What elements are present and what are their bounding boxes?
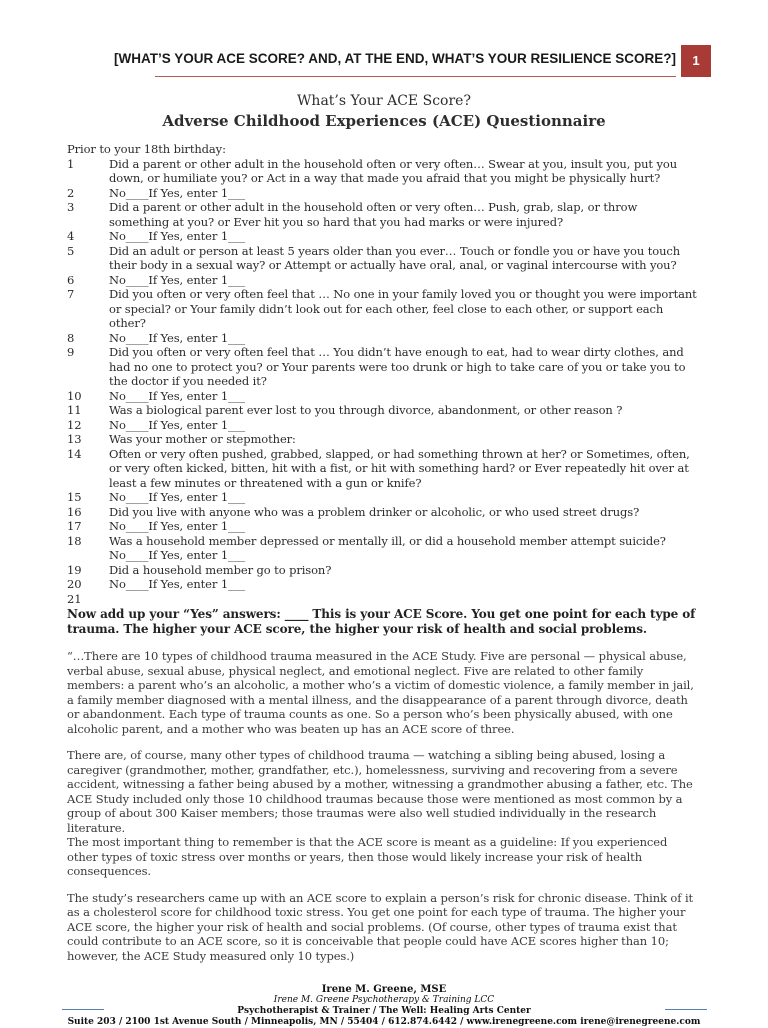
- question-number: 14: [67, 446, 82, 461]
- question-text: No____If Yes, enter 1___: [109, 330, 246, 345]
- question-line: [67, 157, 699, 186]
- question-line: [67, 389, 699, 404]
- question-text: Did you live with anyone who was a problem drinker or alcoholic, or who used street drugs?: [109, 504, 640, 519]
- footer-name: Irene M. Greene, MSE: [321, 984, 447, 995]
- question-line: [67, 563, 699, 578]
- page-header: [0, 45, 768, 77]
- question-line: [67, 490, 699, 505]
- question-line: [67, 447, 699, 491]
- question-line: [67, 273, 699, 288]
- question-line: [67, 577, 699, 592]
- question-number: 6: [67, 272, 75, 287]
- question-text: Was a household member depressed or mentally ill, or did a household member attempt suicide? No____If Yes, enter 1___: [109, 533, 748, 562]
- question-text: No____If Yes, enter 1___: [109, 388, 246, 403]
- question-text: Often or very often pushed, grabbed, slapped, or had something thrown at her? or Sometimes, often, or very often kicked, bitten, hit with a fist, or hit with something hard? or Ever repeatedly hit over at least a few minutes or threatened with a gun or knife?: [109, 446, 694, 490]
- paragraph-guideline: The most important thing to remember is that the ACE score is meant as a guideline: If you experienced other types of toxic stress over months or years, then those would likely increase your risk of health consequences.: [67, 835, 668, 878]
- question-number: 16: [67, 504, 82, 519]
- paragraph-other-trauma: There are, of course, many other types of childhood trauma — watching a sibling being abused, losing a caregiver (grandmother, mother, grandfather, etc.), homelessness, surviving and recovering from a severe accident, witnessing a father being abused by a mother, witnessing a grandmother abusing a father, etc. The ACE Study included only those 10 childhood traumas because those were mentioned as most common by a group of about 300 Kaiser members; those traumas were also well studied individually in the research literature.: [67, 748, 693, 835]
- question-line: [67, 505, 699, 520]
- question-number: 12: [67, 417, 82, 432]
- question-text: No____If Yes, enter 1___: [109, 519, 246, 533]
- question-text: No____If Yes, enter 1___: [109, 229, 246, 243]
- question-number: 8: [67, 330, 75, 345]
- document-body: [67, 142, 748, 963]
- question-number: 20: [67, 577, 82, 591]
- question-line: [67, 432, 699, 447]
- question-number: 5: [67, 243, 75, 258]
- header-divider: [155, 76, 676, 77]
- question-line: [67, 519, 699, 534]
- question-line: [67, 403, 699, 418]
- question-number: 19: [67, 562, 82, 577]
- question-text: [109, 592, 699, 607]
- page-footer: [0, 984, 768, 1028]
- document-subtitle: Adverse Childhood Experiences (ACE) Questionnaire: [162, 112, 606, 130]
- question-number: 1: [67, 156, 75, 171]
- ace-score-summary: Now add up your “Yes” answers: ____ This is your ACE Score. You get one point for each type of trauma. The higher your ACE score, the higher your risk of health and social problems.: [67, 607, 696, 636]
- question-text: Did a household member go to prison?: [109, 562, 332, 577]
- paragraph-trauma-types: “…There are 10 types of childhood trauma measured in the ACE Study. Five are personal — physical abuse, verbal abuse, sexual abuse, physical neglect, and emotional neglect. Five are related to other family members: a parent who’s an alcoholic, a mother who’s a victim of domestic violence, a family member in jail, a family member diagnosed with a mental illness, and the disappearance of a parent through divorce, death or abandonment. Each type of trauma counts as one. So a person who’s been physically abused, with one alcoholic parent, and a mother who was beaten up has an ACE score of three.: [67, 649, 694, 736]
- question-number: 4: [67, 229, 75, 243]
- document-title: What’s Your ACE Score?: [297, 93, 471, 109]
- question-text: Was your mother or stepmother:: [109, 432, 296, 446]
- question-text: No____If Yes, enter 1___: [109, 490, 246, 504]
- question-text: No____If Yes, enter 1___: [109, 577, 246, 591]
- question-number: 9: [67, 345, 75, 359]
- question-text: No____If Yes, enter 1___: [109, 272, 246, 287]
- question-text: Did you often or very often feel that … You didn’t have enough to eat, had to wear dirty clothes, and had no one to protect you? or Your parents were too drunk or high to take care of you or take you to the doctor if you needed it?: [109, 345, 689, 388]
- question-line: [67, 244, 699, 273]
- footer-role: Psychotherapist & Trainer / The Well: Healing Arts Center: [237, 1006, 531, 1016]
- question-number: 10: [67, 388, 82, 403]
- question-line: [67, 287, 699, 331]
- question-number: 3: [67, 200, 75, 214]
- question-text: Did you often or very often feel that … No one in your family loved you or thought you were important or special? or Your family didn’t look out for each other, feel close to each other, or support each other?: [109, 287, 701, 330]
- question-text: Did an adult or person at least 5 years older than you ever… Touch or fondle you or have you touch their body in a sexual way? or Attempt or actually have oral, anal, or vaginal intercourse with you?: [109, 243, 684, 272]
- question-line: [67, 418, 699, 433]
- paragraph-score-explanation: The study’s researchers came up with an ACE score to explain a person’s risk for chronic disease. Think of it as a cholesterol score for childhood toxic stress. You get one point for each type of trauma. The higher your ACE score, the higher your risk of health and social problems. (Of course, other types of trauma exist that could contribute to an ACE score, so it is conceivable that people could have ACE scores higher than 10; however, the ACE Study measured only 10 types.): [67, 890, 694, 963]
- question-number: 11: [67, 403, 82, 417]
- question-number: 13: [67, 432, 82, 446]
- question-number: 7: [67, 287, 75, 301]
- page-number-badge: 1: [681, 45, 711, 77]
- question-number: 15: [67, 490, 82, 504]
- question-number: 2: [67, 185, 75, 200]
- question-line: [67, 592, 699, 607]
- question-text: Did a parent or other adult in the household often or very often… Swear at you, insult you, put you down, or humiliate you? or Act in a way that made you afraid that you might be physically hurt?: [109, 156, 681, 185]
- intro-text: Prior to your 18th birthday:: [67, 142, 226, 156]
- footer-address: Suite 203 / 2100 1st Avenue South / Minneapolis, MN / 55404 / 612.874.6442 / www.irenegreene.com irene@irenegreene.com: [67, 1017, 701, 1027]
- question-line: [67, 345, 699, 389]
- question-text: No____If Yes, enter 1___: [109, 417, 246, 432]
- question-line: [67, 331, 699, 346]
- footer-org: Irene M. Greene Psychotherapy & Training LCC: [273, 995, 495, 1005]
- question-line: [67, 186, 699, 201]
- question-text: Was a biological parent ever lost to you through divorce, abandonment, or other reason ?: [109, 403, 623, 417]
- question-list: [67, 156, 748, 607]
- question-line: [67, 229, 699, 244]
- question-line: [67, 533, 748, 563]
- question-number: 18: [67, 533, 82, 548]
- question-number: 21: [67, 591, 82, 606]
- header-title: [WHAT’S YOUR ACE SCORE? AND, AT THE END, WHAT’S YOUR RESILIENCE SCORE?]: [113, 51, 676, 66]
- question-number: 17: [67, 519, 82, 533]
- question-text: No____If Yes, enter 1___: [109, 185, 246, 200]
- question-text: Did a parent or other adult in the household often or very often… Push, grab, slap, or throw something at you? or Ever hit you so hard that you had marks or were injured?: [109, 200, 641, 229]
- question-line: [67, 200, 699, 229]
